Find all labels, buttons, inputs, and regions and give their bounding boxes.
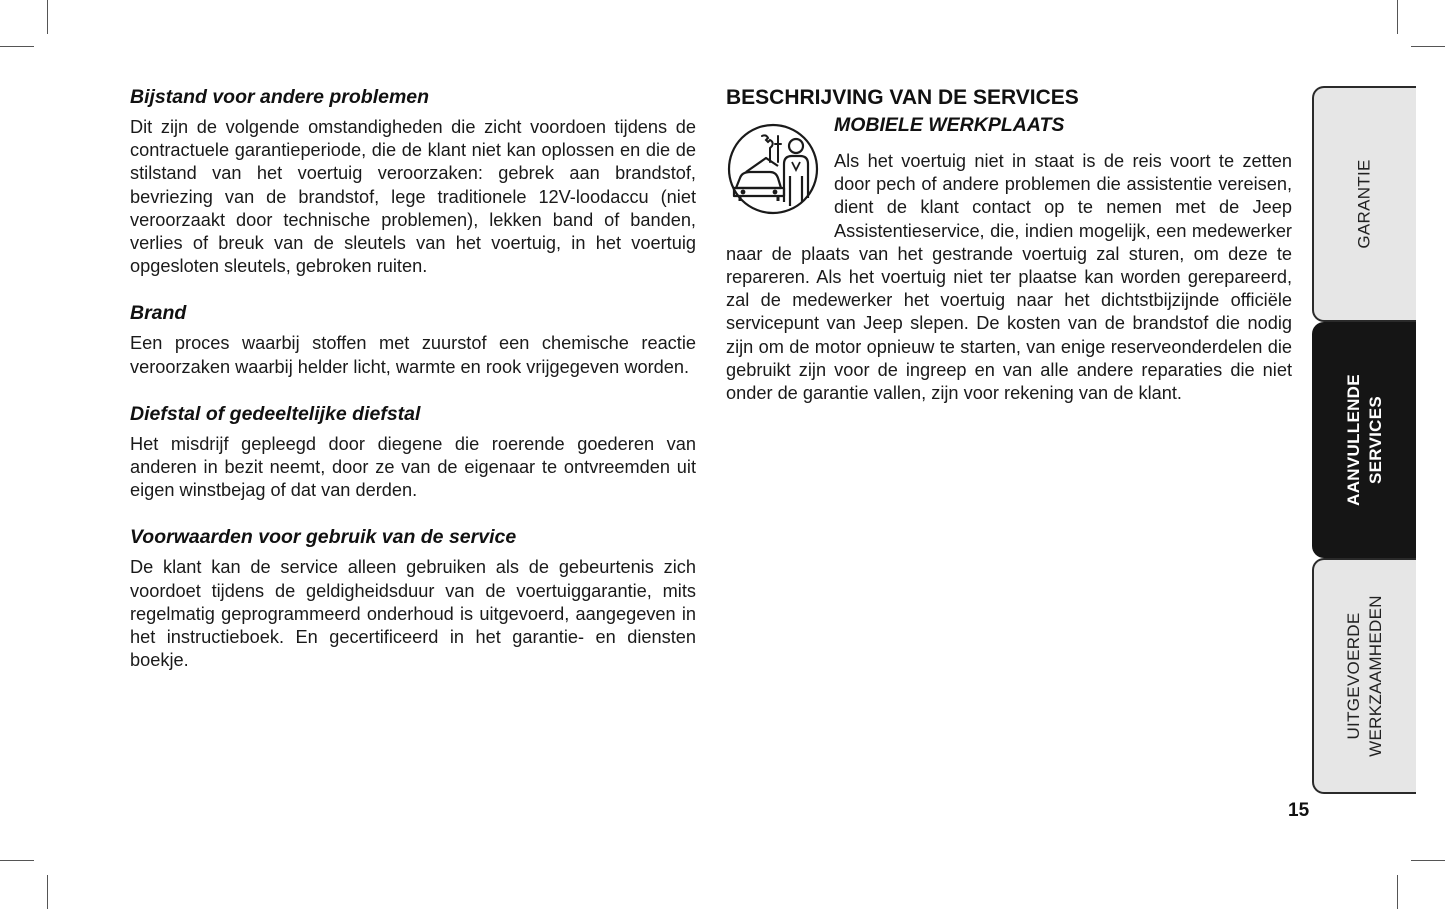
service-heading: MOBIELE WERKPLAATS bbox=[834, 114, 1065, 136]
section-heading: Diefstal of gedeeltelijke diefstal bbox=[130, 402, 421, 425]
mechanic-car-icon bbox=[726, 122, 820, 216]
tab-label bbox=[1354, 159, 1376, 248]
page-number: 15 bbox=[1288, 800, 1310, 821]
right-column bbox=[726, 84, 1292, 405]
tab-label-line: GARANTIE bbox=[1355, 159, 1374, 249]
crop-mark bbox=[47, 875, 48, 909]
tab-aanvullende-services[interactable] bbox=[1312, 322, 1416, 558]
section-text: De klant kan de service alleen gebruiken als de gebeurtenis zich voordoet tijdens de geldigheidsduur van de voertuiggarantie, mits regelmatig geprogrammeerd onderhoud is uitgevoerd, aangegeven in het instructieboek. En gecertificeerd in het garantie- en diensten boekje. bbox=[130, 557, 696, 671]
section-brand bbox=[130, 300, 696, 378]
section-text: Het misdrijf gepleegd door diegene die roerende goederen van anderen in bezit neemt, door ze van de eigenaar te ontvreemden uit eigen winstbejag of dat van derden. bbox=[130, 433, 696, 501]
crop-mark bbox=[1411, 46, 1445, 47]
left-column bbox=[130, 84, 696, 694]
section-voorwaarden bbox=[130, 524, 696, 672]
tab-label-line: WERKZAAMHEDEN bbox=[1366, 595, 1386, 757]
chapter-tabs bbox=[1312, 86, 1418, 794]
crop-mark bbox=[47, 0, 48, 34]
crop-mark bbox=[1411, 860, 1445, 861]
section-heading: Brand bbox=[130, 302, 187, 325]
tab-label bbox=[1343, 595, 1387, 757]
section-bijstand bbox=[130, 84, 696, 278]
section-text: Dit zijn de volgende omstandigheden die zicht voordoen tijdens de contractuele garantieperiode, die de klant niet kan oplossen en die de stilstand van het voertuig veroorzaken: gebrek aan brandstof, bevriezing van de brandstof, lege traditionele 12V-loodaccu (niet veroorzaakt door technische problemen), lekken band of banden, verlies of breuk van de sleutels van het voertuig, in het voertuig opgesloten sleutels, gebroken ruiten. bbox=[130, 117, 696, 277]
section-text: Een proces waarbij stoffen met zuurstof een chemische reactie veroorzaken waarbij helder licht, warmte en rook vrijgegeven worden. bbox=[130, 333, 696, 377]
page-title: BESCHRIJVING VAN DE SERVICES bbox=[726, 86, 1079, 109]
tab-label-line: AANVULLENDE bbox=[1344, 374, 1363, 506]
tab-label-line: SERVICES bbox=[1366, 395, 1385, 485]
tab-label-line: UITGEVOERDE bbox=[1344, 612, 1364, 740]
tab-garantie[interactable] bbox=[1312, 86, 1416, 322]
crop-mark bbox=[1397, 0, 1398, 34]
crop-mark bbox=[0, 860, 34, 861]
service-text: Als het voertuig niet in staat is de reis voort te zetten door pech of andere problemen die assistentie vereisen, dient de klant contact op te nemen met de Jeep Assistentieservice, die, indien mogelijk, een medewerker naar de plaats van het gestrande voertuig zal sturen, om deze te repareren. Als het voertuig niet ter plaatse kan worden gerepareerd, zal de medewerker het voertuig naar het dichtstbijzijnde officiële servicepunt van Jeep slepen. De kosten van de brandstof die nodig zijn om de motor opnieuw te starten, van enige reserveonderdelen die gebruikt zijn voor de ingreep en van alle andere reparaties die niet onder de garantie vallen, zijn voor rekening van de klant. bbox=[726, 151, 1292, 404]
tab-uitgevoerde-werkzaamheden[interactable] bbox=[1312, 558, 1416, 794]
section-diefstal bbox=[130, 401, 696, 503]
crop-mark bbox=[0, 46, 34, 47]
crop-mark bbox=[1397, 875, 1398, 909]
section-heading: Bijstand voor andere problemen bbox=[130, 86, 430, 108]
section-heading: Voorwaarden voor gebruik van de service bbox=[130, 526, 517, 549]
tab-label bbox=[1343, 374, 1387, 506]
